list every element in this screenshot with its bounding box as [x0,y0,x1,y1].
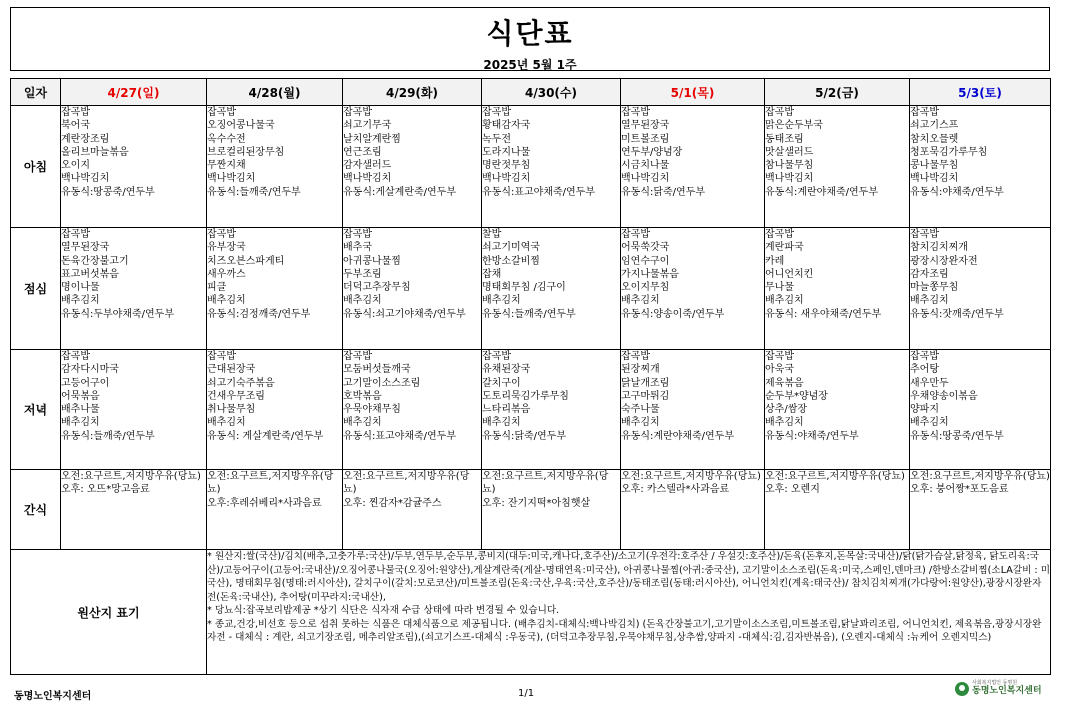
menu-cell: 잡곡밥 어묵쑥갓국 임연수구이 가지나물볶음 오이지무침 배추김치 유동식:양송이죽/연두부 [621,228,765,350]
menu-cell: 오전:요구르트,저지방우유(당뇨) 오후: 찐감자*감귤주스 [343,470,482,550]
week-label: 2025년 5월 1주 [483,58,577,72]
menu-cell: 오전:요구르트,저지방우유(당뇨) 오후: 잔기지떡*아침햇살 [482,470,621,550]
menu-cell: 오전:요구르트,저지방우유(당뇨) 오후: 오렌지 [765,470,910,550]
menu-cell: 오전:요구르트,저지방우유(당뇨) 오후:후레쉬베리*사과음료 [207,470,343,550]
day-header: 4/27(일) [61,79,207,106]
header-box [10,7,1050,71]
day-header: 5/1(목) [621,79,765,106]
dinner-row [11,350,1051,470]
day-header: 5/2(금) [765,79,910,106]
page-number: 1/1 [518,688,535,699]
snack-row [11,470,1051,550]
menu-cell: 잡곡밥 북어국 계란장조림 올리브마늘볶음 오이지 백나박김치 유동식:땅콩죽/연두부 [61,106,207,228]
breakfast-row [11,106,1051,228]
menu-cell: 잡곡밥 맑은순두부국 동태조림 맛살샐러드 참나물무침 백나박김치 유동식:계란야채죽/연두부 [765,106,910,228]
menu-cell: 잡곡밥 유부장국 치즈오븐스파게티 새우까스 피클 배추김치 유동식:검정깨죽/연두부 [207,228,343,350]
menu-cell: 찰밥 쇠고기미역국 한방소갈비찜 잡채 명태회무침 /김구이 배추김치 유동식:들깨죽/연두부 [482,228,621,350]
menu-cell: 잡곡밥 된장찌개 닭날개조림 고구마튀김 숙주나물 배추김치 유동식:계란야채죽/연두부 [621,350,765,470]
logo-icon [955,682,969,696]
origin-line: * 당뇨식:잡곡보리밥제공 *상기 식단은 식자재 수급 상태에 따라 변경될 수 있습니다. [207,605,560,616]
origin-row [11,550,1051,675]
row-label: 저녁 [11,350,61,470]
lunch-row [11,228,1051,350]
day-header: 4/29(화) [343,79,482,106]
menu-cell: 잡곡밥 추어탕 새우만두 우채양송이볶음 양파지 배추김치 유동식:땅콩죽/연두부 [910,350,1051,470]
logo-subtitle: 사회복지법인 동명원 [972,680,1018,686]
footer-center-name: 동명노인복지센터 [14,691,92,702]
origin-line: * 종교,건강,비선호 등으로 섭취 못하는 식품은 대체식품으로 제공됩니다. (배추김치-대체식:백나박김치) (돈육간장불고기,고기말이소스조림,미트볼조림,닭날꽈리조림, 어니언치킨, 제육볶음,광장시장완자전 - 대체식 : 계란, 쇠고기장조림, 메추리알조림),(쇠고기스프-대체식 :우동국), (더덕고추장무침,우묵야채무침,상추쌈,양파지 -대체식:김,김자반볶음), (오렌지-대체식 :뉴케어 오렌지믹스) [207,618,1042,643]
menu-cell: 잡곡밥 근대된장국 쇠고기숙주볶음 건새우무조림 취나물무침 배추김치 유동식: 게살계란죽/연두부 [207,350,343,470]
menu-cell: 잡곡밥 참치김치찌개 광장시장완자전 감자조림 마늘쫑무침 배추김치 유동식:잣깨죽/연두부 [910,228,1051,350]
row-label: 점심 [11,228,61,350]
menu-cell: 오전:요구르트,저지방우유(당뇨) 오후: 오뜨*망고음료 [61,470,207,550]
center-logo [955,680,1042,697]
origin-label: 원산지 표기 [11,550,207,675]
menu-cell: 잡곡밥 열무된장국 미트볼조림 연두부/양념장 시금치나물 백나박김치 유동식:닭죽/연두부 [621,106,765,228]
page-title: 식단표 [486,17,574,50]
row-label: 아침 [11,106,61,228]
menu-cell: 오전:요구르트,저지방우유(당뇨) 오후: 카스텔라*사과음료 [621,470,765,550]
day-header: 5/3(토) [910,79,1051,106]
day-header: 4/30(수) [482,79,621,106]
menu-cell: 잡곡밥 배추국 아귀콩나물찜 두부조림 더덕고추장무침 배추김치 유동식:쇠고기야채죽/연두부 [343,228,482,350]
origin-line: * 원산지:쌀(국산)/김치(배추,고춧가루:국산)/두부,연두부,순두부,콩비지(대두:미국,캐나다,호주산)/소고기(우전각:호주산 / 우설깃:호주산)/돈육(돈후지,돈목살:국내산)/닭(닭가슴살,닭정육, 닭도리육:국산)/고등어구이(고등어:국내산)/오징어콩나물국(오징어:원양산),게살계란죽(게살-명태연육:미국산), 아귀콩나물찜(아귀:중국산), 고기말이소스조림(돈육:미국,스페인,덴마크) /한방소갈비찜(소LA갈비 : 미국산), 명태회무침(명태:러시아산), 갈치구이(갈치:모로코산)/미트볼조림(돈육:국산,우육:국산,호주산)/동태조림(동태:러시아산), 어니언치킨(계육:태국산)/ 참치김치찌개(가다랑어:원양산),광장시장완자전(돈육:국내산), 추어탕(미꾸라지:국내산), [207,551,1050,603]
menu-cell: 잡곡밥 유채된장국 갈치구이 도토리묵김가루무침 느타리볶음 배추김치 유동식:닭죽/연두부 [482,350,621,470]
date-header-row [11,79,1051,106]
menu-cell: 오전:요구르트,저지방우유(당뇨) 오후: 붕어짱*포도음료 [910,470,1051,550]
logo-text [972,680,1042,697]
menu-cell: 잡곡밥 감자다시마국 고등어구이 어묵볶음 배추나물 배추김치 유동식:들깨죽/연두부 [61,350,207,470]
menu-cell: 잡곡밥 아욱국 제육볶음 순두부*양념장 상추/쌈장 배추김치 유동식:야채죽/연두부 [765,350,910,470]
day-header: 4/28(월) [207,79,343,106]
menu-cell: 잡곡밥 오징어콩나물국 옥수수전 브로컬리된장무침 무짠지채 백나박김치 유동식:들깨죽/연두부 [207,106,343,228]
menu-cell: 잡곡밥 쇠고기무국 날치알계란찜 연근조림 감자샐러드 백나박김치 유동식:게살계란죽/연두부 [343,106,482,228]
menu-cell: 잡곡밥 모둠버섯들깨국 고기말이소스조림 호박볶음 우묵야채무침 배추김치 유동식:표고야채죽/연두부 [343,350,482,470]
menu-cell: 잡곡밥 계란파국 카레 어니언치킨 무나물 배추김치 유동식: 새우야채죽/연두부 [765,228,910,350]
date-header-label: 일자 [11,79,61,106]
menu-cell: 잡곡밥 황태감자국 녹두전 도라지나물 명란젓무침 백나박김치 유동식:표고야채죽/연두부 [482,106,621,228]
menu-cell: 잡곡밥 쇠고기스프 참치오믈렛 청포묵김가루무침 콩나물무침 백나박김치 유동식:야채죽/연두부 [910,106,1051,228]
menu-table [10,78,1051,675]
origin-notes [207,550,1051,675]
row-label: 간식 [11,470,61,550]
logo-title: 동명노인복지센터 [972,686,1042,696]
menu-cell: 잡곡밥 열무된장국 돈육간장불고기 표고버섯볶음 명이나물 배추김치 유동식:두부야채죽/연두부 [61,228,207,350]
